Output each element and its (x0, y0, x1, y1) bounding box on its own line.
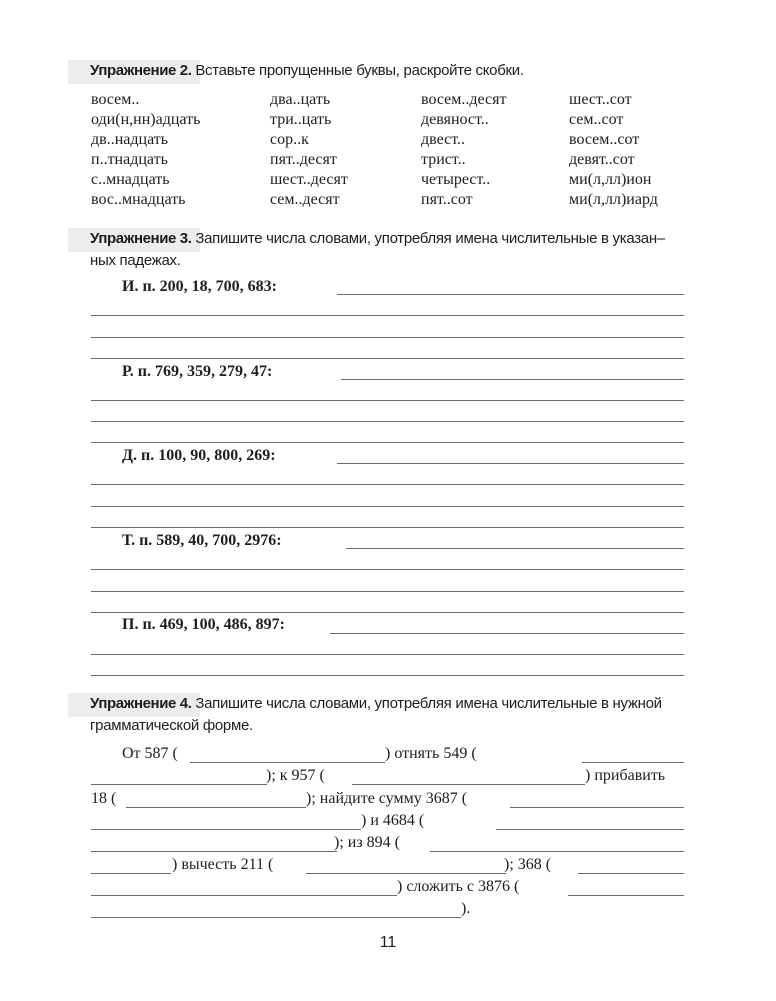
word-cell: сем..десят (270, 191, 340, 208)
answer-blank[interactable] (496, 829, 684, 830)
word-cell: сор..к (270, 131, 309, 148)
word-cell: вос..мнадцать (91, 191, 186, 208)
answer-blank[interactable] (510, 807, 684, 808)
text-segment: 18 ( (91, 790, 117, 807)
word-cell: сем..сот (569, 111, 624, 128)
exercise-4-instruction: Запишите числа словами, употребляя имена числительные в нужной (195, 695, 662, 712)
word-cell: пят..десят (270, 151, 337, 168)
answer-blank[interactable] (91, 829, 361, 830)
answer-blank[interactable] (430, 851, 684, 852)
answer-blank[interactable] (352, 784, 585, 785)
word-cell: шест..десят (270, 171, 348, 188)
answer-line[interactable] (91, 654, 684, 655)
text-segment: ); из 894 ( (334, 834, 400, 851)
answer-line[interactable] (91, 421, 684, 422)
case-prompt-genitive: Р. п. 769, 359, 279, 47: (122, 363, 273, 380)
text-segment: ); к 957 ( (266, 767, 325, 784)
answer-blank[interactable] (91, 917, 461, 918)
word-cell: ми(л,лл)ион (569, 171, 652, 188)
answer-line[interactable] (91, 527, 684, 528)
text-segment: ) и 4684 ( (361, 812, 425, 829)
answer-blank[interactable] (190, 762, 385, 763)
answer-blank[interactable] (91, 784, 267, 785)
case-prompt-dative: Д. п. 100, 90, 800, 269: (122, 447, 276, 464)
answer-line[interactable] (346, 548, 684, 549)
answer-blank[interactable] (568, 895, 684, 896)
answer-line[interactable] (91, 569, 684, 570)
answer-line[interactable] (337, 294, 684, 295)
text-segment: ) вычесть 211 ( (172, 856, 274, 873)
word-cell: восем..десят (421, 91, 507, 108)
exercise-3-label: Упражнение 3. (90, 230, 192, 247)
exercise-3-instruction-cont: ных падежах. (90, 252, 181, 269)
word-cell: оди(н,нн)адцать (91, 111, 201, 128)
answer-line[interactable] (330, 633, 684, 634)
exercise-4-label: Упражнение 4. (90, 695, 192, 712)
text-segment: ); найдите сумму 3687 ( (306, 790, 468, 807)
word-cell: девят..сот (569, 151, 635, 168)
exercise-3-header (68, 228, 688, 272)
answer-line[interactable] (91, 675, 684, 676)
answer-blank[interactable] (91, 873, 171, 874)
text-segment: От 587 ( (122, 745, 178, 762)
exercise-4-instruction-cont: грамматической форме. (90, 717, 253, 734)
exercise-2-header (68, 60, 688, 82)
answer-blank[interactable] (582, 762, 684, 763)
answer-line[interactable] (91, 484, 684, 485)
case-prompt-nominative: И. п. 200, 18, 700, 683: (122, 278, 277, 295)
answer-blank[interactable] (578, 873, 684, 874)
text-segment: ). (461, 900, 471, 917)
answer-line[interactable] (91, 358, 684, 359)
word-cell: пят..сот (421, 191, 473, 208)
word-cell: двест.. (421, 131, 465, 148)
answer-line[interactable] (91, 591, 684, 592)
text-segment: ) прибавить (585, 767, 666, 784)
word-cell: четырест.. (421, 171, 491, 188)
exercise-3-instruction: Запишите числа словами, употребляя имена числительные в указан– (195, 230, 665, 247)
answer-blank[interactable] (306, 873, 506, 874)
case-prompt-prepositional: П. п. 469, 100, 486, 897: (122, 616, 285, 633)
word-cell: дв..надцать (91, 131, 169, 148)
text-segment: ) сложить с 3876 ( (397, 878, 520, 895)
word-cell: ми(л,лл)иард (569, 191, 658, 208)
word-cell: шест..сот (569, 91, 632, 108)
answer-line[interactable] (91, 400, 684, 401)
text-segment: ) отнять 549 ( (385, 745, 477, 762)
case-prompt-instrumental: Т. п. 589, 40, 700, 2976: (122, 532, 282, 549)
word-cell: восем.. (91, 91, 140, 108)
answer-line[interactable] (341, 379, 684, 380)
word-cell: трист.. (421, 151, 466, 168)
word-cell: п..тнадцать (91, 151, 168, 168)
answer-blank[interactable] (91, 895, 397, 896)
word-cell: три..цать (270, 111, 332, 128)
answer-blank[interactable] (126, 807, 306, 808)
word-cell: с..мнадцать (91, 171, 170, 188)
exercise-4-header (68, 693, 688, 737)
exercise-2-instruction: Вставьте пропущенные буквы, раскройте скобки. (195, 62, 524, 79)
answer-line[interactable] (91, 506, 684, 507)
answer-blank[interactable] (91, 851, 337, 852)
text-segment: ); 368 ( (504, 856, 552, 873)
answer-line[interactable] (91, 315, 684, 316)
answer-line[interactable] (337, 463, 684, 464)
word-cell: девяност.. (421, 111, 489, 128)
answer-line[interactable] (91, 337, 684, 338)
answer-line[interactable] (91, 442, 684, 443)
word-cell: два..цать (270, 91, 331, 108)
page-number: 11 (379, 934, 397, 951)
word-cell: восем..сот (569, 131, 640, 148)
exercise-2-label: Упражнение 2. (90, 62, 192, 79)
answer-line[interactable] (91, 612, 684, 613)
